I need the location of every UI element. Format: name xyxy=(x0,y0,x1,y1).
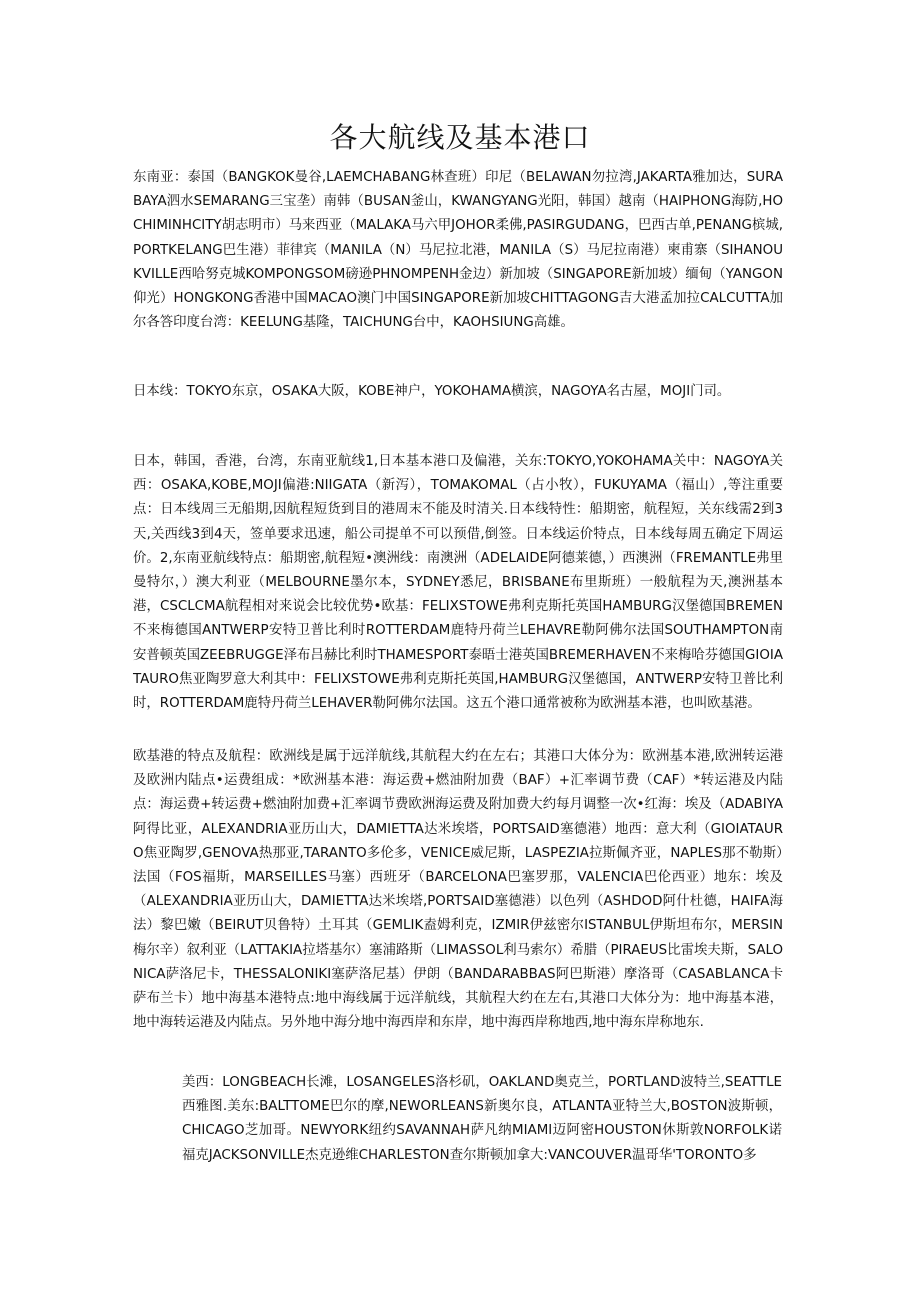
paragraph-north-america: 美西：LONGBEACH长滩，LOSANGELES洛杉矶，OAKLAND奥克兰，PORTLAND波特兰,SEATTLE西雅图.美东:BALTTOME巴尔的摩,NEWORLEANS新奥尔良，ATLANTA亚特兰大,BOSTON波斯顿，CHICAGO芝加哥。NEWYORK纽约SAVANNAH萨凡纳MIAMI迈阿密HOUSTON休斯敦NORFOLK诺福克JACKSONVILLE杰克逊维CHARLESTON查尔斯顿加拿大:VANCOUVER温哥华'TORONTO多 xyxy=(182,1075,782,1163)
paragraph-europe-mediterranean: 欧基港的特点及航程：欧洲线是属于远洋航线,其航程大约在左右；其港口大体分为：欧洲基本港,欧洲转运港及欧洲内陆点•运费组成：*欧洲基本港：海运费+燃油附加费（BAF）+汇率调节费（CAF）*转运港及内陆点：海运费+转运费+燃油附加费+汇率调节费欧洲海运费及附加费大约每月调整一次•红海：埃及（ADABIYA阿得比亚，ALEXANDRIA亚历山大，DAMIETTA达米埃塔，PORTSAID塞德港）地西：意大利（GIOIATAURO焦亚陶罗,GENOVA热那亚,TARANTO多伦多，VENICE威尼斯，LASPEZIA拉斯佩齐亚，NAPLES那不勒斯）法国（FOS福斯，MARSEILLES马塞）西班牙（BARCELONA巴塞罗那，VALENCIA巴伦西亚）地东：埃及（ALEXANDRIA亚历山大，DAMIETTA达米埃塔,PORTSAID塞德港）以色列（ASHDOD阿什杜德，HAIFA海法）黎巴嫩（BEIRUT贝鲁特）土耳其（GEMLIK盍姆利克，IZMIR伊兹密尔ISTANBUL伊斯坦布尔，MERSIN梅尔辛）叙利亚（LATTAKIA拉塔基尔）塞浦路斯（LIMASSOL利马索尔）希腊（PIRAEUS比雷埃夫斯，SALONICA萨洛尼卡，THESSALONIKI塞萨洛尼基）伊朗（BANDARABBAS阿巴斯港）摩洛哥（CASABLANCA卡萨布兰卡）地中海基本港特点:地中海线属于远洋航线，其航程大约在左右,其港口大体分为：地中海基本港，地中海转运港及内陆点。另外地中海分地中海西岸和东岸，地中海西岸称地西,地中海东岸称地东. xyxy=(133,749,783,1031)
paragraph-japan-korea-routes: 日本，韩国，香港，台湾，东南亚航线1,日本基本港口及偏港，关东:TOKYO,YOKOHAMA关中：NAGOYA关西：OSAKA,KOBE,MOJI偏港:NIIGATA（新泻），TOMAKOMAL（占小牧），FUKUYAMA（福山）,等注重要点：日本线周三无船期,因航程短货到目的港周末不能及时清关.日本线特性：船期密，航程短，关东线需2到3天,关西线3到4天，签单要求迅速，船公司提单不可以预借,倒签。日本线运价特点，日本线每周五确定下周运价。2,东南亚航线特点：船期密,航程短•澳洲线：南澳洲（ADELAIDE阿德莱德，）西澳洲（FREMANTLE弗里曼特尔，）澳大利亚（MELBOURNE墨尔本，SYDNEY悉尼，BRISBANE布里斯班）一般航程为天,澳洲基本港，CSCLCMA航程相对来说会比较优势•欧基：FELIXSTOWE弗利克斯托英国HAMBURG汉堡德国BREMEN不来梅德国ANTWERP安特卫普比利时ROTTERDAM鹿特丹荷兰LEHAVRE勒阿佛尔法国SOUTHAMPTON南安普顿英国ZEEBRUGGE泽布吕赫比利时THAMESPORT泰晤士港英国BREMERHAVEN不来梅哈芬德国GIOIATAURO焦亚陶罗意大利其中：FELIXSTOWE弗利克斯托英国,HAMBURG汉堡德国，ANTWERP安特卫普比利时，ROTTERDAM鹿特丹荷兰LEHAVER勒阿佛尔法国。这五个港口通常被称为欧洲基本港，也叫欧基港。 xyxy=(133,454,783,712)
paragraph-southeast-asia: 东南亚：泰国（BANGKOK曼谷,LAEMCHABANG林查班）印尼（BELAWAN勿拉湾,JAKARTA雅加达，SURABAYA泗水SEMARANG三宝垄）南韩（BUSAN釜山，KWANGYANG光阳，韩国）越南（HAIPHONG海防,HOCHIMINHCITY胡志明市）马来西亚（MALAKA马六甲JOHOR柔佛,PASIRGUDANG，巴西古单,PENANG槟城,PORTKELANG巴生港）菲律宾（MANILA（N）马尼拉北港，MANILA（S）马尼拉南港）柬甫寨（SIHANOUKVILLE西哈努克城KOMPONGSOM磅逊PHNOMPENH金边）新加坡（SINGAPORE新加坡）缅甸（YANGON仰光）HONGKONG香港中国MACAO澳门中国SINGAPORE新加坡CHITTAGONG吉大港孟加拉CALCUTTA加尔各答印度台湾：KEELUNG基隆，TAICHUNG台中，KAOHSIUNG高雄。 xyxy=(133,170,783,331)
paragraph-japan-line: 日本线：TOKYO东京，OSAKA大阪，KOBE神户，YOKOHAMA横滨，NAGOYA名古屋，MOJI门司。 xyxy=(133,384,731,399)
page-title: 各大航线及基本港口 xyxy=(329,121,591,154)
